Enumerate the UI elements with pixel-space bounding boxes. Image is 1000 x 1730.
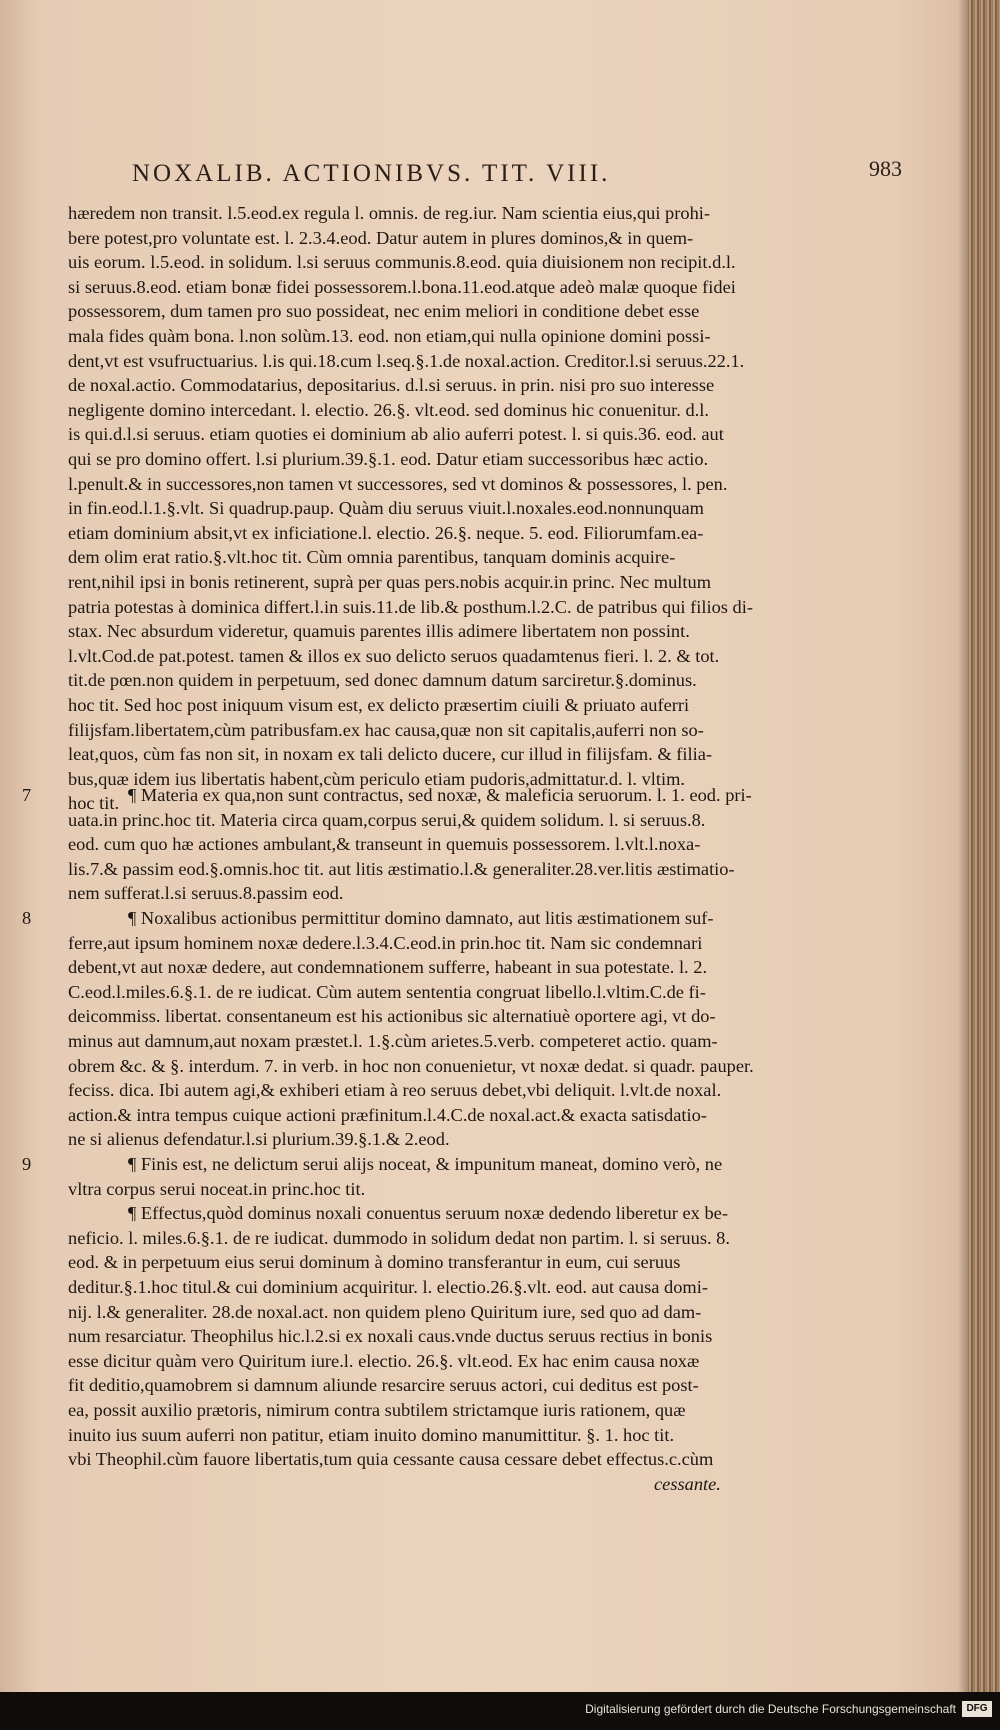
- text-line: esse dicitur quàm vero Quiritum iure.l. electio. 26.§. vlt.eod. Ex hac enim causa noxæ: [68, 1350, 700, 1371]
- text-line: vbi Theophil.cùm fauore libertatis,tum quia cessante causa cessare debet effectus.c.cùm: [68, 1449, 714, 1470]
- catchword: cessante.: [654, 1473, 721, 1494]
- margin-number: 9: [22, 1154, 32, 1174]
- page-number: 983: [869, 156, 902, 181]
- text-line: dem olim erat ratio.§.vlt.hoc tit. Cùm omnia parentibus, tanquam dominis acquire-: [68, 547, 676, 568]
- text-line: dent,vt est vsufructuarius. l.is qui.18.cum l.seq.§.1.de noxal.action. Creditor.l.si seruus.22.1.: [68, 350, 745, 371]
- text-line: lis.7.& passim eod.§.omnis.hoc tit. aut litis æstimatio.l.& generaliter.28.ver.litis æstimatio-: [68, 858, 735, 879]
- text-line: hoc tit.: [68, 793, 120, 814]
- text-line: debent,vt aut noxæ dedere, aut condemnationem sufferre, habeant in sua potestate. l. 2.: [68, 957, 708, 978]
- text-line: nij. l.& generaliter. 28.de noxal.act. non quidem pleno Quiritum iure, sed quo ad dam-: [68, 1301, 702, 1322]
- text-line: bus,quæ idem ius libertatis habent,cùm periculo etiam pudoris,admittatur.d. l. vltim.: [68, 768, 686, 789]
- text-line: leat,quos, cùm fas non sit, in noxam ex tali delicto ducere, cur illud in filijsfam. & filia-: [68, 744, 713, 765]
- page-header: [132, 156, 902, 194]
- text-line: qui se pro domino offert. l.si plurium.39.§.1. eod. Datur etiam successoribus hæc actio.: [68, 449, 709, 469]
- text-line: in fin.eod.l.1.§.vlt. Si quadrup.paup. Quàm diu seruus viuit.l.noxales.eod.nonnunquam: [68, 498, 704, 519]
- text-line: l.penult.& in successores,non tamen vt successores, sed vt dominos & possessores, l. pen.: [68, 473, 728, 494]
- text-line: feciss. dica. Ibi autem agi,& exhiberi etiam à reo seruus debet,vbi deliquit. l.vlt.de noxal.: [68, 1080, 722, 1101]
- text-line: C.eod.l.miles.6.§.1. de re iudicat. Cùm autem sententia congruat libello.l.vltim.C.de fi-: [68, 981, 706, 1002]
- text-line: num resarciatur. Theophilus hic.l.2.si ex noxali caus.vnde ductus seruus rectius in bonis: [68, 1326, 713, 1347]
- text-line: vltra corpus serui noceat.in princ.hoc tit.: [68, 1178, 366, 1199]
- text-line: eod. & in perpetuum eius serui dominum à domino transferantur in eum, cui seruus: [68, 1252, 681, 1273]
- text-line: l.vlt.Cod.de pat.potest. tamen & illos ex suo delicto seruos quadamtenus fieri. l. 2. & tot.: [68, 645, 720, 666]
- running-head: NOXALIB. ACTIONIBVS. TIT. VIII.: [132, 160, 611, 187]
- dfg-logo: DFG: [962, 1701, 992, 1717]
- text-line: uata.in princ.hoc tit. Materia circa quam,corpus serui,& quidem solidum. l. si seruus.8.: [68, 809, 706, 830]
- text-line: hoc tit. Sed hoc post iniquum visum est, ex delicto præsertim ciuili & priuato auferri: [68, 695, 690, 715]
- text-line: etiam dominium absit,vt ex inficiatione.l. electio. 26.§. neque. 5. eod. Filiorumfam.ea-: [68, 522, 704, 543]
- text-line: ¶ Effectus,quòd dominus noxali conuentus seruum noxæ dedendo liberetur ex be-: [128, 1203, 728, 1224]
- text-line: ne si alienus defendatur.l.si plurium.39.§.1.& 2.eod.: [68, 1129, 450, 1150]
- text-line: ¶ Materia ex qua,non sunt contractus, sed noxæ, & maleficia seruorum. l. 1. eod. pri-: [128, 785, 752, 805]
- margin-number: 7: [22, 785, 32, 805]
- text-line: ferre,aut ipsum hominem noxæ dedere.l.3.4.C.eod.in prin.hoc tit. Nam sic condemnari: [68, 932, 703, 953]
- text-line: eod. cum quo hæ actiones ambulant,& transeunt in quemuis possessorem. l.vlt.l.noxa-: [68, 834, 701, 855]
- text-line: neficio. l. miles.6.§.1. de re iudicat. dummodo in solidum dedat non partim. l. si seruus. 8.: [68, 1227, 730, 1248]
- text-line: si seruus.8.eod. etiam bonæ fidei possessorem.l.bona.11.eod.atque adeò malæ quoque fidei: [68, 276, 736, 297]
- text-line: bere potest,pro voluntate est. l. 2.3.4.eod. Datur autem in plures dominos,& in quem-: [68, 227, 694, 248]
- text-line: de noxal.actio. Commodatarius, depositarius. d.l.si seruus. in prin. nisi pro suo interesse: [68, 375, 715, 396]
- text-line: obrem &c. & §. interdum. 7. in verb. in hoc non conuenietur, vt noxæ dedat. si quadr. pauper.: [68, 1055, 754, 1076]
- text-line: negligente domino intercedant. l. electio. 26.§. vlt.eod. sed dominus hic conuenitur. d.l.: [68, 399, 709, 420]
- text-line: is qui.d.l.si seruus. etiam quoties ei dominium ab alio auferri potest. l. si quis.36. eod. aut: [68, 424, 724, 445]
- text-line: stax. Nec absurdum videretur, quamuis parentes illis adimere libertatem non possint.: [68, 621, 690, 642]
- text-line: deditur.§.1.hoc titul.& cui dominium acquiritur. l. electio.26.§.vlt. eod. aut causa domi-: [68, 1277, 708, 1297]
- margin-number: 8: [22, 908, 32, 928]
- funding-credit: Digitalisierung gefördert durch die Deutsche Forschungsgemeinschaft: [585, 1702, 956, 1716]
- text-line: nem sufferat.l.si seruus.8.passim eod.: [68, 883, 344, 904]
- page-gutter-shadow: [958, 0, 968, 1692]
- text-line: filijsfam.libertatem,cùm patribusfam.ex hac causa,quæ non sit capitalis,auferri non so-: [68, 719, 704, 740]
- text-line: minus aut damnum,aut noxam præstet.l. 1.§.cùm arietes.5.verb. competeret actio. quam-: [68, 1031, 718, 1051]
- text-line: ¶ Finis est, ne delictum serui alijs noceat, & impunitum maneat, domino verò, ne: [128, 1154, 723, 1174]
- text-line: patria potestas à dominica differt.l.in suis.11.de lib.& posthum.l.2.C. de patribus qui filios di-: [68, 596, 753, 617]
- book-page-edges: [968, 0, 1000, 1692]
- text-line: tit.de pœn.non quidem in perpetuum, sed donec damnum datum sarciretur.§.dominus.: [68, 670, 697, 691]
- text-line: hæredem non transit. l.5.eod.ex regula l. omnis. de reg.iur. Nam scientia eius,qui prohi-: [68, 203, 710, 223]
- text-line: fit deditio,quamobrem si damnum aliunde resarcire seruus actori, cui deditus est post-: [68, 1375, 699, 1396]
- text-line: ea, possit auxilio prætoris, nimirum contra subtilem strictamque iuris rationem, quæ: [68, 1400, 686, 1420]
- text-line: possessorem, dum tamen pro suo possideat, nec enim meliori in conditione debet esse: [68, 301, 700, 322]
- text-line: uis eorum. l.5.eod. in solidum. l.si seruus communis.8.eod. quia diuisionem non recipit.d.l.: [68, 252, 736, 273]
- text-line: mala fides quàm bona. l.non solùm.13. eod. non etiam,qui nulla opinione domini possi-: [68, 326, 711, 346]
- footer-bar: [0, 1692, 1000, 1730]
- text-line: rent,nihil ipsi in bonis retinerent, suprà per quas pers.nobis acquir.in princ. Nec multum: [68, 572, 712, 592]
- text-line: action.& intra tempus cuique actioni præfinitum.l.4.C.de noxal.act.& exacta satisdatio-: [68, 1104, 707, 1125]
- text-line: ¶ Noxalibus actionibus permittitur domino damnato, aut litis æstimationem suf-: [128, 908, 714, 928]
- text-line: inuito ius suum auferri non patitur, etiam inuito domino manumittitur. §. 1. hoc tit.: [68, 1424, 675, 1445]
- text-line: deicommiss. libertat. consentaneum est his actionibus sic alternatiuè oportere agi, vt do-: [68, 1006, 716, 1027]
